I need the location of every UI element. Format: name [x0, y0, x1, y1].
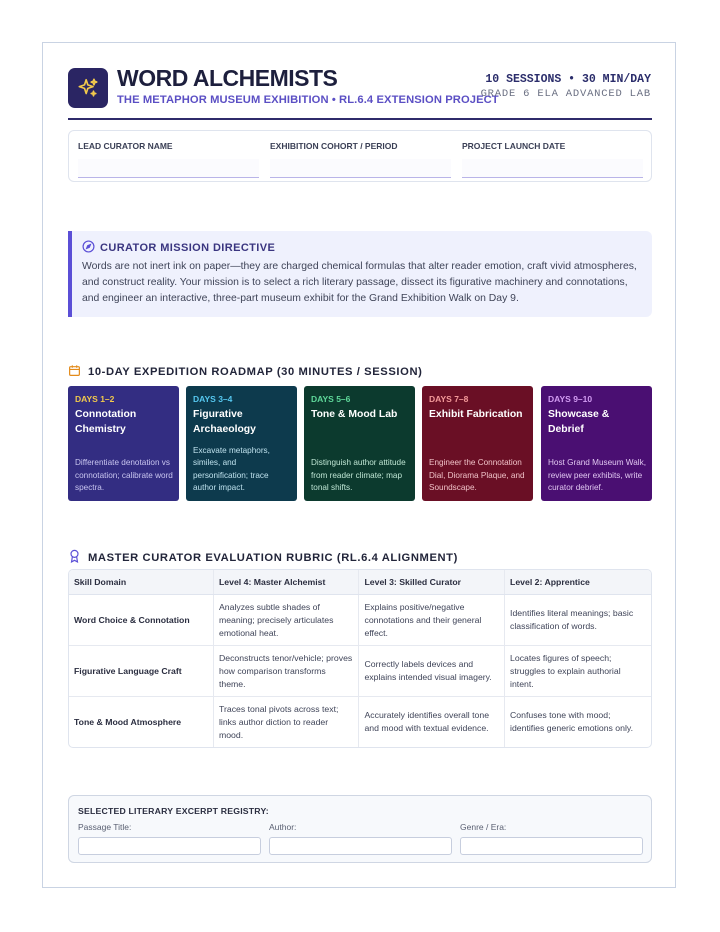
- rubric-heading-text: MASTER CURATOR EVALUATION RUBRIC (RL.6.4 ALIGNMENT): [88, 551, 458, 564]
- table-cell: Analyzes subtle shades of meaning; precisely articulates emotional heat.: [213, 595, 358, 646]
- mission-heading: [82, 240, 275, 256]
- day-card: [422, 386, 533, 501]
- mission-text: Words are not inert ink on paper—they are charged chemical formulas that alter reader emotion, craft vivid atmospheres, and construct reality. Your mission is to select a rich literary passage, dissect its figurative machinery and connotations, and engineer an interactive, three-part museum exhibit for the Grand Exhibition Walk on Day 9.: [82, 261, 637, 304]
- column-header: Level 2: Apprentice: [505, 570, 651, 595]
- lead-curator-input[interactable]: [78, 159, 259, 178]
- page-title: WORD ALCHEMISTS: [117, 65, 338, 91]
- lead-curator-field: [78, 141, 259, 178]
- day-card: [541, 386, 652, 501]
- table-cell: Explains positive/negative connotations and their general effect.: [359, 595, 505, 646]
- launch-date-input[interactable]: [462, 159, 643, 178]
- card-description: Distinguish author attitude from reader climate; map tonal shifts.: [311, 458, 406, 492]
- card-description: Engineer the Connotation Dial, Diorama Plaque, and Soundscape.: [429, 458, 525, 492]
- table-row: [69, 646, 651, 697]
- registry-title: SELECTED LITERARY EXCERPT REGISTRY:: [78, 806, 269, 816]
- card-title: Exhibit Fabrication: [429, 409, 523, 420]
- day-card: [68, 386, 179, 501]
- card-description: Differentiate denotation vs connotation; calibrate word spectra.: [75, 458, 173, 492]
- roadmap-heading-text: 10-DAY EXPEDITION ROADMAP (30 MINUTES / SESSION): [88, 366, 423, 378]
- mission-heading-text: CURATOR MISSION DIRECTIVE: [100, 242, 276, 254]
- field-label: Passage Title:: [78, 822, 132, 832]
- launch-date-field: [462, 141, 643, 178]
- day-card: [186, 386, 297, 501]
- table-cell: Identifies literal meanings; basic classification of words.: [505, 595, 651, 646]
- day-card: [304, 386, 415, 501]
- column-header: Skill Domain: [69, 570, 213, 595]
- field-label: EXHIBITION COHORT / PERIOD: [270, 141, 398, 151]
- table-cell: Deconstructs tenor/vehicle; proves how comparison transforms theme.: [213, 646, 358, 697]
- card-days: DAYS 7–8: [429, 394, 469, 404]
- card-days: DAYS 5–6: [311, 394, 351, 404]
- header-divider: [68, 118, 652, 120]
- sparkles-icon: [68, 68, 108, 108]
- card-description: Excavate metaphors, similes, and personification; trace author impact.: [193, 446, 270, 492]
- field-label: Author:: [269, 822, 297, 832]
- card-title: Connotation Chemistry: [75, 409, 137, 435]
- cohort-input[interactable]: [270, 159, 451, 178]
- project-info-box: [68, 130, 652, 182]
- mission-directive: [68, 231, 652, 317]
- table-cell: Locates figures of speech; struggles to explain authorial intent.: [505, 646, 651, 697]
- column-header: Level 3: Skilled Curator: [359, 570, 505, 595]
- award-icon: [68, 549, 81, 566]
- card-days: DAYS 9–10: [548, 394, 593, 404]
- table-cell: Confuses tone with mood; identifies generic emotions only.: [505, 697, 651, 747]
- rubric-table: [68, 569, 652, 748]
- card-title: Tone & Mood Lab: [311, 409, 398, 420]
- session-info: 10 SESSIONS • 30 MIN/DAY: [485, 73, 651, 86]
- skill-domain-cell: Word Choice & Connotation: [69, 595, 213, 646]
- table-header-row: [69, 570, 651, 595]
- table-row: [69, 595, 651, 646]
- rubric-heading: [68, 549, 458, 566]
- page-subtitle: THE METAPHOR MUSEUM EXHIBITION • RL.6.4 EXTENSION PROJECT: [117, 94, 499, 106]
- table-cell: Accurately identifies overall tone and mood with textual evidence.: [359, 697, 505, 747]
- card-days: DAYS 1–2: [75, 394, 115, 404]
- table-cell: Correctly labels devices and explains intended visual imagery.: [359, 646, 505, 697]
- author-input[interactable]: [269, 837, 452, 855]
- worksheet-page: [42, 42, 676, 888]
- author-field: [269, 822, 452, 855]
- table-row: [69, 697, 651, 747]
- grade-info: GRADE 6 ELA ADVANCED LAB: [480, 88, 651, 100]
- field-label: LEAD CURATOR NAME: [78, 141, 173, 151]
- skill-domain-cell: Tone & Mood Atmosphere: [69, 697, 213, 747]
- excerpt-registry: [68, 795, 652, 863]
- field-label: Genre / Era:: [460, 822, 507, 832]
- table-cell: Traces tonal pivots across text; links author diction to reader mood.: [213, 697, 358, 747]
- card-title: Figurative Archaeology: [193, 409, 256, 435]
- cohort-field: [270, 141, 451, 178]
- genre-era-input[interactable]: [460, 837, 643, 855]
- compass-icon: [82, 240, 95, 256]
- genre-era-field: [460, 822, 643, 855]
- skill-domain-cell: Figurative Language Craft: [69, 646, 213, 697]
- card-days: DAYS 3–4: [193, 394, 233, 404]
- roadmap-heading: [68, 364, 422, 380]
- calendar-icon: [68, 364, 81, 380]
- column-header: Level 4: Master Alchemist: [213, 570, 358, 595]
- card-description: Host Grand Museum Walk, review peer exhibits, write curator debrief.: [548, 458, 646, 492]
- field-label: PROJECT LAUNCH DATE: [462, 141, 566, 151]
- passage-title-input[interactable]: [78, 837, 261, 855]
- card-title: Showcase & Debrief: [548, 409, 610, 435]
- passage-title-field: [78, 822, 261, 855]
